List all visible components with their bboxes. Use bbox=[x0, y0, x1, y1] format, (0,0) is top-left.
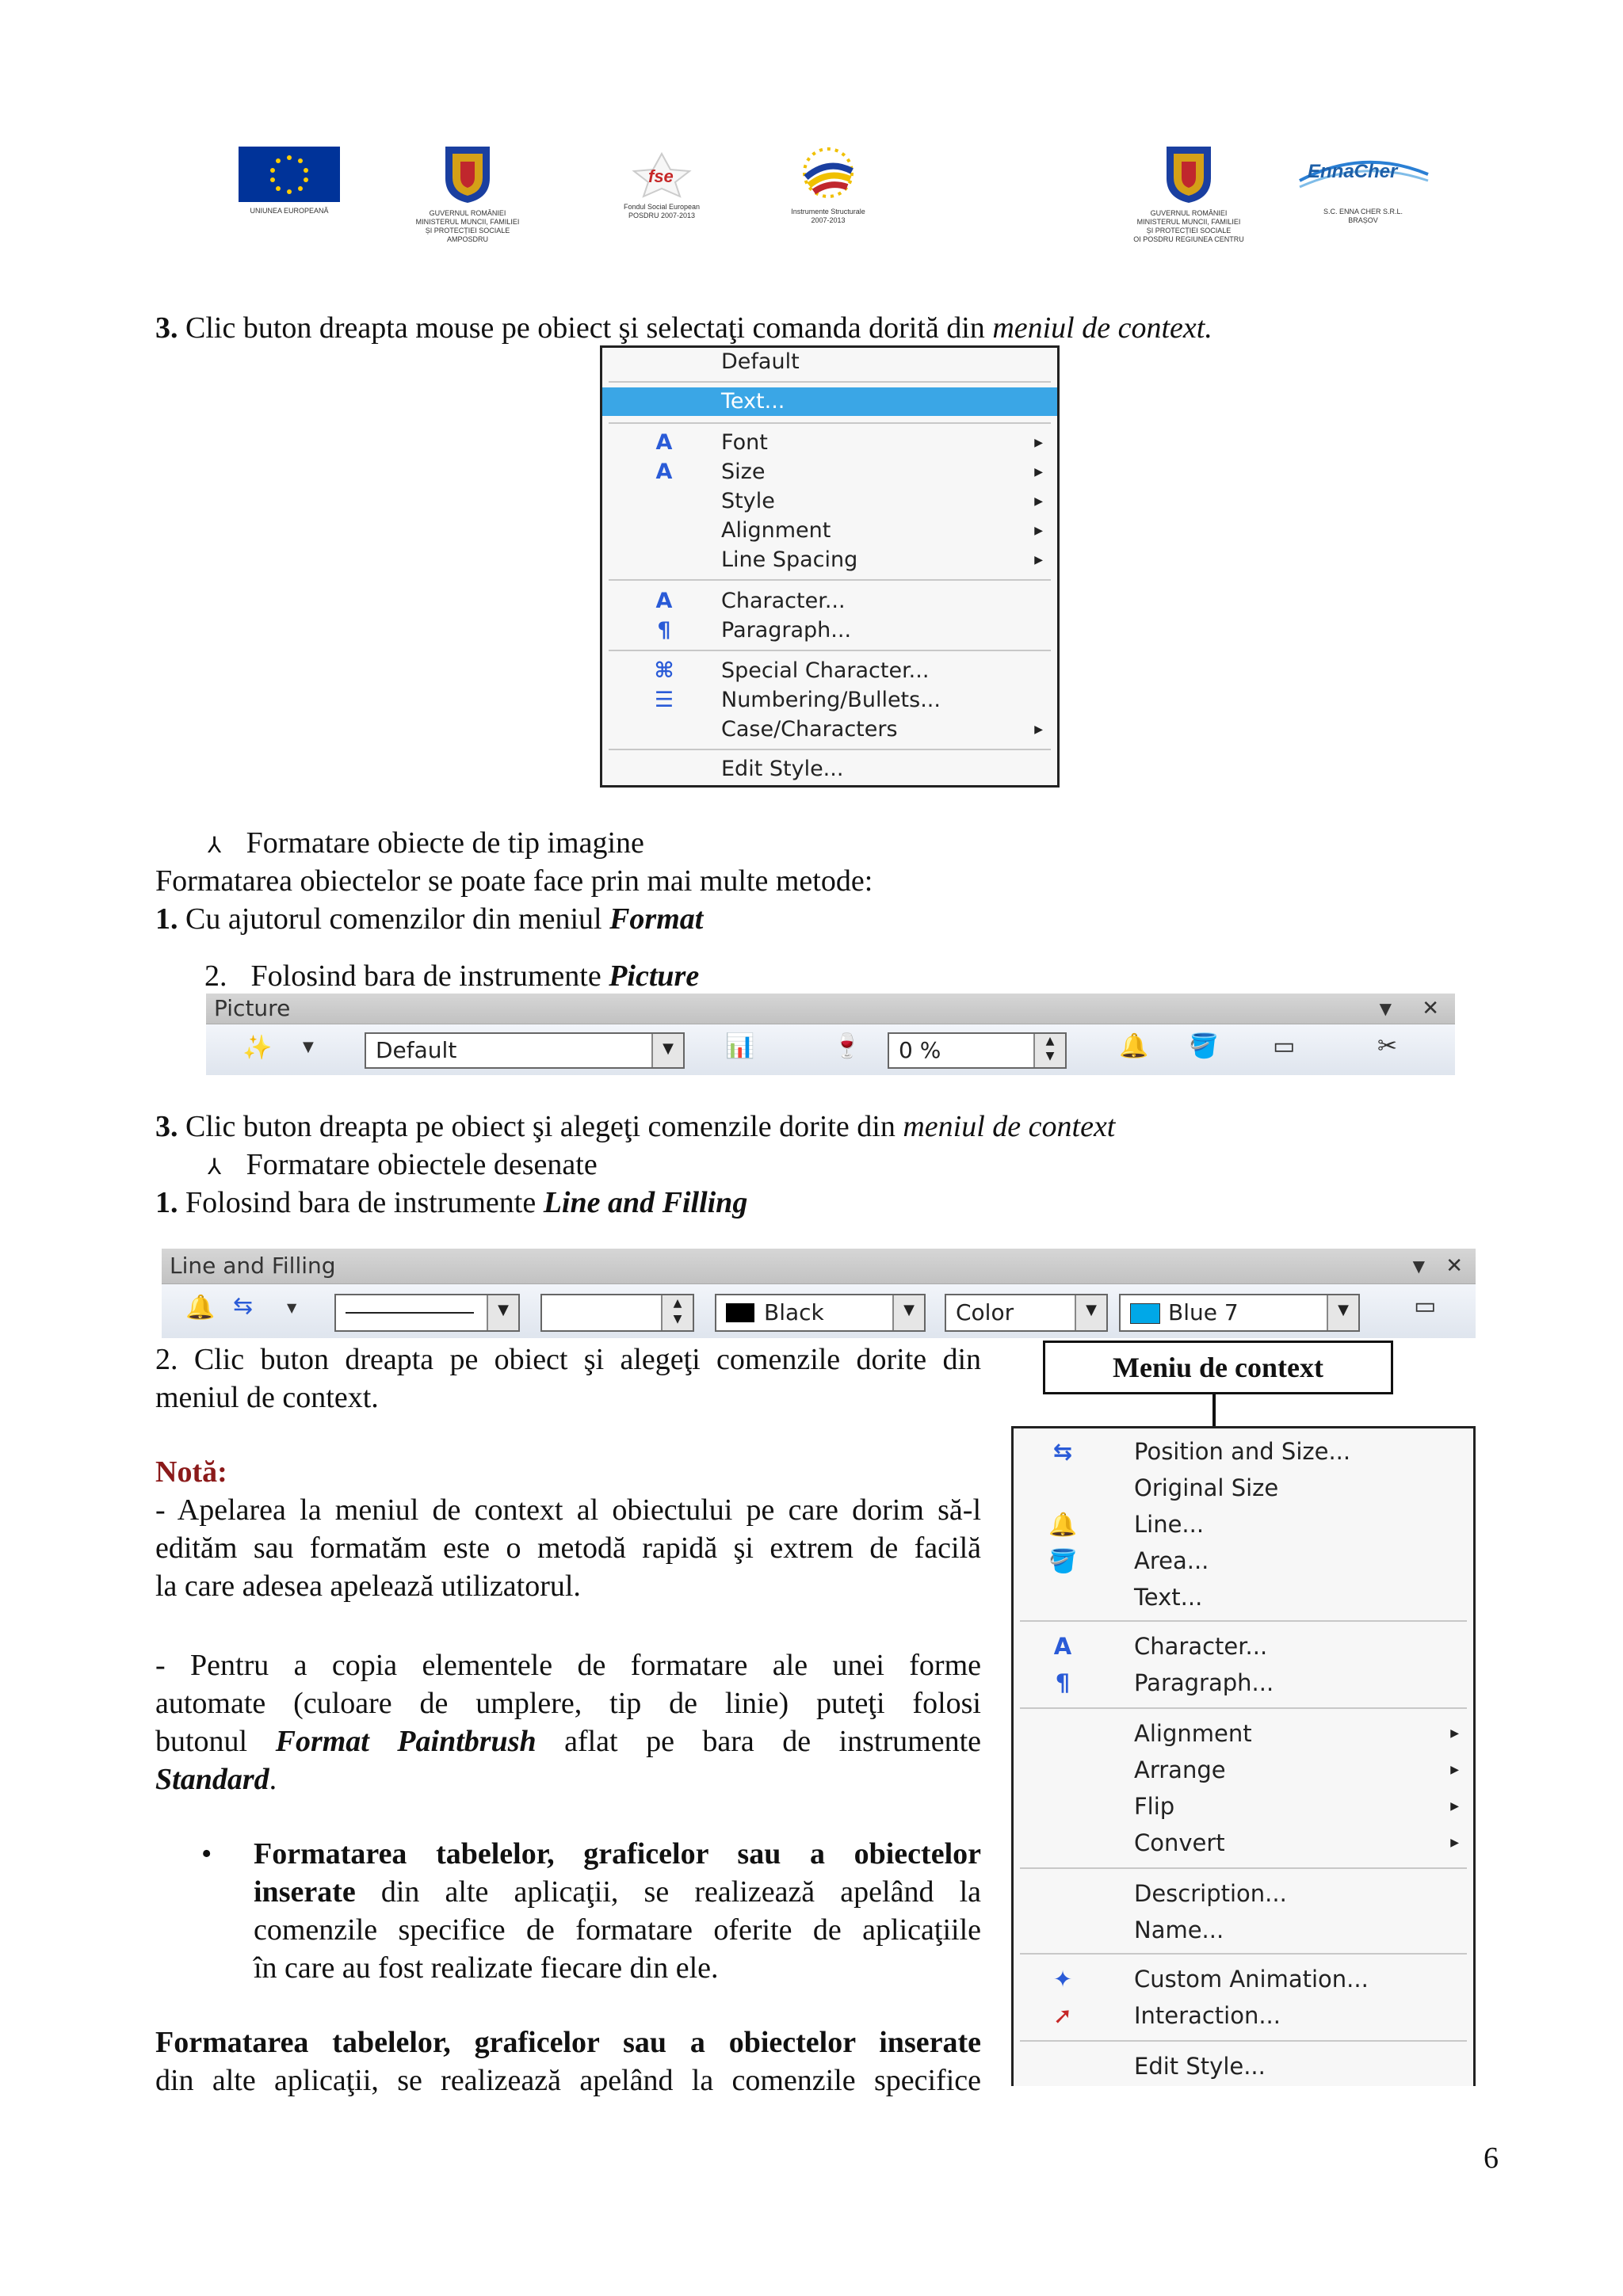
menu-item-default[interactable]: Default bbox=[721, 349, 800, 374]
step-2-line-2: meniul de context. bbox=[155, 1381, 379, 1414]
note-2-line-3: butonul Format Paintbrush aflat pe bara de instrumente bbox=[155, 1725, 981, 1758]
menu-item-alignment[interactable]: Alignment ▶ bbox=[1014, 1717, 1473, 1750]
paragraph-icon: ¶ bbox=[657, 618, 671, 643]
bullet-dot: • bbox=[201, 1837, 212, 1871]
fse-star-icon bbox=[626, 151, 697, 198]
coat-of-arms-icon bbox=[1163, 143, 1215, 204]
bullet-line-4: în care au fost realizate fiecare din ele. bbox=[254, 1951, 719, 1985]
menu-item-area[interactable]: 🪣 Area... bbox=[1014, 1544, 1473, 1577]
close-icon[interactable]: ✕ bbox=[1445, 1254, 1463, 1278]
menu-item-description[interactable]: Description... bbox=[1134, 1880, 1287, 1907]
final-line-2: din alte aplicaţii, se realizează apelând la comenzile specifice bbox=[155, 2064, 981, 2097]
menu-item-position-size[interactable]: ⇆ Position and Size... bbox=[1014, 1435, 1473, 1468]
character-icon: A bbox=[655, 589, 673, 613]
graphics-mode-select[interactable]: Default ▼ bbox=[365, 1032, 685, 1069]
submenu-arrow-icon: ▶ bbox=[1450, 1800, 1459, 1813]
bullet-line-3: comenzile specifice de formatare oferite de aplicaţiile bbox=[254, 1913, 981, 1947]
menu-item-paragraph[interactable]: ¶ Paragraph... bbox=[602, 616, 1057, 645]
menu-item-line-spacing[interactable]: Line Spacing ▶ bbox=[602, 546, 1057, 574]
object-context-menu bbox=[1011, 1426, 1476, 2086]
line-icon[interactable]: 🔔 bbox=[185, 1294, 216, 1322]
chevron-down-icon: ▼ bbox=[1327, 1295, 1358, 1330]
toolbar-title-bar: Picture ▼ ✕ bbox=[206, 994, 1455, 1024]
font-icon: A bbox=[655, 430, 673, 455]
svg-text:fse: fse bbox=[648, 166, 674, 186]
note-heading: Notă: bbox=[155, 1455, 227, 1489]
menu-item-flip[interactable]: Flip ▶ bbox=[1014, 1790, 1473, 1823]
menu-item-font[interactable]: A Font ▶ bbox=[602, 429, 1057, 457]
instruction-context-menu: 3. Clic buton dreapta mouse pe obiect şi selectaţi comanda dorită din meniul de context. bbox=[155, 311, 1212, 345]
note-2-line-2: automate (culoare de umplere, tip de linie) puteţi folosi bbox=[155, 1687, 981, 1720]
submenu-arrow-icon: ▶ bbox=[1034, 524, 1043, 537]
logo-ennacher bbox=[1288, 151, 1438, 225]
crop-icon[interactable]: ✂ bbox=[1377, 1032, 1398, 1060]
spin-icon: ▲ ▼ bbox=[661, 1295, 693, 1330]
method-2: 2. Folosind bara de instrumente Picture bbox=[204, 959, 700, 993]
area-style-select[interactable]: Color ▼ bbox=[945, 1294, 1108, 1332]
note-1-line-3: la care adesea apelează utilizatorul. bbox=[155, 1569, 581, 1603]
submenu-arrow-icon: ▶ bbox=[1450, 1764, 1459, 1776]
menu-item-convert[interactable]: Convert ▶ bbox=[1014, 1826, 1473, 1859]
color-swatch bbox=[726, 1303, 754, 1322]
arrow-style-icon[interactable]: ⇆ bbox=[233, 1292, 254, 1320]
numbering-icon: ☰ bbox=[654, 688, 674, 712]
submenu-arrow-icon: ▶ bbox=[1450, 1836, 1459, 1849]
note-1-line-2: edităm sau formatăm este o metodă rapidă şi extrem de facilă bbox=[155, 1531, 981, 1565]
submenu-arrow-icon: ▶ bbox=[1034, 554, 1043, 566]
menu-item-original-size[interactable]: Original Size bbox=[1134, 1474, 1279, 1501]
logo-fse bbox=[602, 151, 721, 220]
chevron-down-icon: ▼ bbox=[651, 1034, 683, 1067]
text-context-menu bbox=[600, 345, 1060, 788]
menu-item-character[interactable]: A Character... bbox=[602, 587, 1057, 616]
submenu-arrow-icon: ▶ bbox=[1034, 437, 1043, 449]
area-color-select[interactable]: Blue 7 ▼ bbox=[1119, 1294, 1360, 1332]
menu-item-style[interactable]: Style ▶ bbox=[602, 487, 1057, 516]
bullet-icon: ⅄ bbox=[208, 833, 222, 858]
submenu-arrow-icon: ▶ bbox=[1450, 1727, 1459, 1740]
menu-item-paragraph[interactable]: ¶ Paragraph... bbox=[1014, 1666, 1473, 1699]
dropdown-arrow-icon[interactable]: ▼ bbox=[287, 1300, 297, 1315]
line-style-select[interactable] bbox=[334, 1294, 520, 1332]
bullet-line-1: Formatarea tabelelor, graficelor sau a obiectelor bbox=[254, 1837, 981, 1871]
final-line-1: Formatarea tabelelor, graficelor sau a obiectelor inserate bbox=[155, 2026, 981, 2059]
dropdown-arrow-icon[interactable]: ▼ bbox=[303, 1039, 314, 1055]
transparency-icon[interactable]: 🍷 bbox=[832, 1032, 862, 1060]
line-icon: 🔔 bbox=[1048, 1511, 1078, 1538]
menu-item-numbering-bullets[interactable]: ☰ Numbering/Bullets... bbox=[602, 686, 1057, 715]
instruction-context-menu-2: 3. Clic buton dreapta pe obiect şi alegeţi comenzile dorite din meniul de context bbox=[155, 1110, 1116, 1143]
menu-item-case-characters[interactable]: Case/Characters ▶ bbox=[602, 715, 1057, 744]
line-color-select[interactable]: Black ▼ bbox=[715, 1294, 926, 1332]
character-icon: A bbox=[1053, 1633, 1072, 1660]
logo-eu bbox=[230, 147, 349, 215]
menu-item-alignment[interactable]: Alignment ▶ bbox=[602, 517, 1057, 545]
submenu-arrow-icon: ▶ bbox=[1034, 495, 1043, 508]
area-icon[interactable]: 🪣 bbox=[1189, 1032, 1219, 1060]
special-character-icon: ⌘ bbox=[654, 658, 674, 683]
filter-icon[interactable]: ✨ bbox=[242, 1034, 273, 1062]
logo-government-1 bbox=[396, 143, 539, 244]
method-1: 1. Cu ajutorul comenzilor din meniul Format bbox=[155, 902, 704, 936]
spin-icon: ▲ ▼ bbox=[1033, 1034, 1065, 1067]
logo-caption: GUVERNUL ROMÂNIEI MINISTERUL MUNCII, FAMILIEI ȘI PROTECȚIEI SOCIALE OI POSDRU REGIUNEA CENTRU bbox=[1133, 209, 1244, 243]
shadow-icon[interactable]: ▭ bbox=[1414, 1292, 1437, 1320]
paragraph-icon: ¶ bbox=[1055, 1669, 1071, 1696]
line-and-filling-toolbar bbox=[162, 1249, 1476, 1337]
submenu-arrow-icon: ▶ bbox=[1034, 723, 1043, 736]
toolbar-menu-icon[interactable]: ▼ bbox=[1379, 999, 1392, 1018]
eu-flag-icon bbox=[239, 147, 340, 202]
section-heading-drawings: ⅄ Formatare obiectele desenate bbox=[208, 1148, 598, 1181]
context-menu-label: Meniu de context bbox=[1043, 1341, 1393, 1394]
line-icon[interactable]: 🔔 bbox=[1119, 1032, 1149, 1060]
submenu-arrow-icon: ▶ bbox=[1034, 466, 1043, 479]
bullet-line-2: inserate din alte aplicaţii, se realizează apelând la bbox=[254, 1875, 982, 1909]
coat-of-arms-icon bbox=[441, 143, 494, 204]
menu-item-size[interactable]: A Size ▶ bbox=[602, 458, 1057, 486]
area-icon: 🪣 bbox=[1048, 1547, 1078, 1574]
toolbar-title-bar: Line and Filling ▼ ✕ bbox=[162, 1249, 1476, 1283]
page-number: 6 bbox=[1484, 2142, 1499, 2175]
menu-item-arrange[interactable]: Arrange ▶ bbox=[1014, 1753, 1473, 1787]
menu-item-edit-style[interactable]: Edit Style... bbox=[1134, 2053, 1266, 2080]
position-size-icon: ⇆ bbox=[1052, 1438, 1073, 1465]
logo-government-2 bbox=[1109, 143, 1268, 244]
logo-structural-instruments bbox=[769, 143, 888, 225]
menu-item-custom-animation[interactable]: ✦ Custom Animation... bbox=[1014, 1962, 1473, 1996]
chevron-down-icon: ▼ bbox=[487, 1295, 518, 1330]
svg-text:EnnaCher: EnnaCher bbox=[1308, 161, 1398, 182]
chevron-down-icon: ▼ bbox=[1075, 1295, 1106, 1330]
color-swatch bbox=[1130, 1303, 1160, 1324]
picture-toolbar bbox=[206, 994, 1455, 1074]
methods-intro: Formatarea obiectelor se poate face prin mai multe metode: bbox=[155, 864, 873, 898]
size-icon: A bbox=[655, 460, 673, 484]
logo-caption: Instrumente Structurale 2007-2013 bbox=[791, 208, 865, 224]
animation-icon: ✦ bbox=[1052, 1966, 1073, 1993]
menu-item-interaction[interactable]: ➚ Interaction... bbox=[1014, 1999, 1473, 2032]
logo-caption: UNIUNEA EUROPEANĂ bbox=[250, 207, 329, 215]
ennacher-logo-icon bbox=[1292, 151, 1434, 203]
menu-item-line[interactable]: 🔔 Line... bbox=[1014, 1508, 1473, 1541]
logo-caption: GUVERNUL ROMÂNIEI MINISTERUL MUNCII, FAMILIEI ȘI PROTECȚIEI SOCIALE AMPOSDRU bbox=[415, 209, 520, 243]
bullet-icon: ⅄ bbox=[208, 1155, 222, 1180]
menu-item-text[interactable]: Text... bbox=[602, 387, 1057, 416]
close-icon[interactable]: ✕ bbox=[1422, 997, 1439, 1020]
toolbar-menu-icon[interactable]: ▼ bbox=[1412, 1257, 1425, 1276]
step-2-line-1: 2. Clic buton dreapta pe obiect şi alegeţi comenzile dorite din bbox=[155, 1343, 981, 1376]
menu-item-name[interactable]: Name... bbox=[1134, 1917, 1224, 1943]
logo-caption: Fondul Social European POSDRU 2007-2013 bbox=[623, 203, 701, 219]
logo-caption: S.C. ENNA CHER S.R.L. BRAȘOV bbox=[1323, 208, 1403, 224]
transparency-field[interactable]: 0 % ▲ ▼ bbox=[888, 1032, 1067, 1069]
menu-item-text[interactable]: Text... bbox=[1134, 1584, 1203, 1611]
drawing-method-1: 1. Folosind bara de instrumente Line and Filling bbox=[155, 1186, 748, 1219]
menu-item-special-character[interactable]: ⌘ Special Character... bbox=[602, 657, 1057, 685]
structural-instruments-icon bbox=[790, 143, 866, 203]
section-heading-images: ⅄ Formatare obiecte de tip imagine bbox=[208, 826, 644, 860]
menu-item-edit-style[interactable]: Edit Style... bbox=[721, 757, 844, 781]
line-width-field[interactable] bbox=[540, 1294, 694, 1332]
interaction-icon: ➚ bbox=[1052, 2002, 1073, 2029]
note-2-line-4: Standard. bbox=[155, 1763, 277, 1796]
color-icon[interactable]: 📊 bbox=[725, 1032, 755, 1060]
shadow-icon[interactable]: ▭ bbox=[1273, 1032, 1296, 1060]
chevron-down-icon: ▼ bbox=[892, 1295, 924, 1330]
menu-item-character[interactable]: A Character... bbox=[1014, 1630, 1473, 1663]
note-2-line-1: - Pentru a copia elementele de formatare ale unei forme bbox=[155, 1649, 981, 1682]
note-1-line-1: - Apelarea la meniul de context al obiectului pe care dorim să-l bbox=[155, 1493, 981, 1527]
